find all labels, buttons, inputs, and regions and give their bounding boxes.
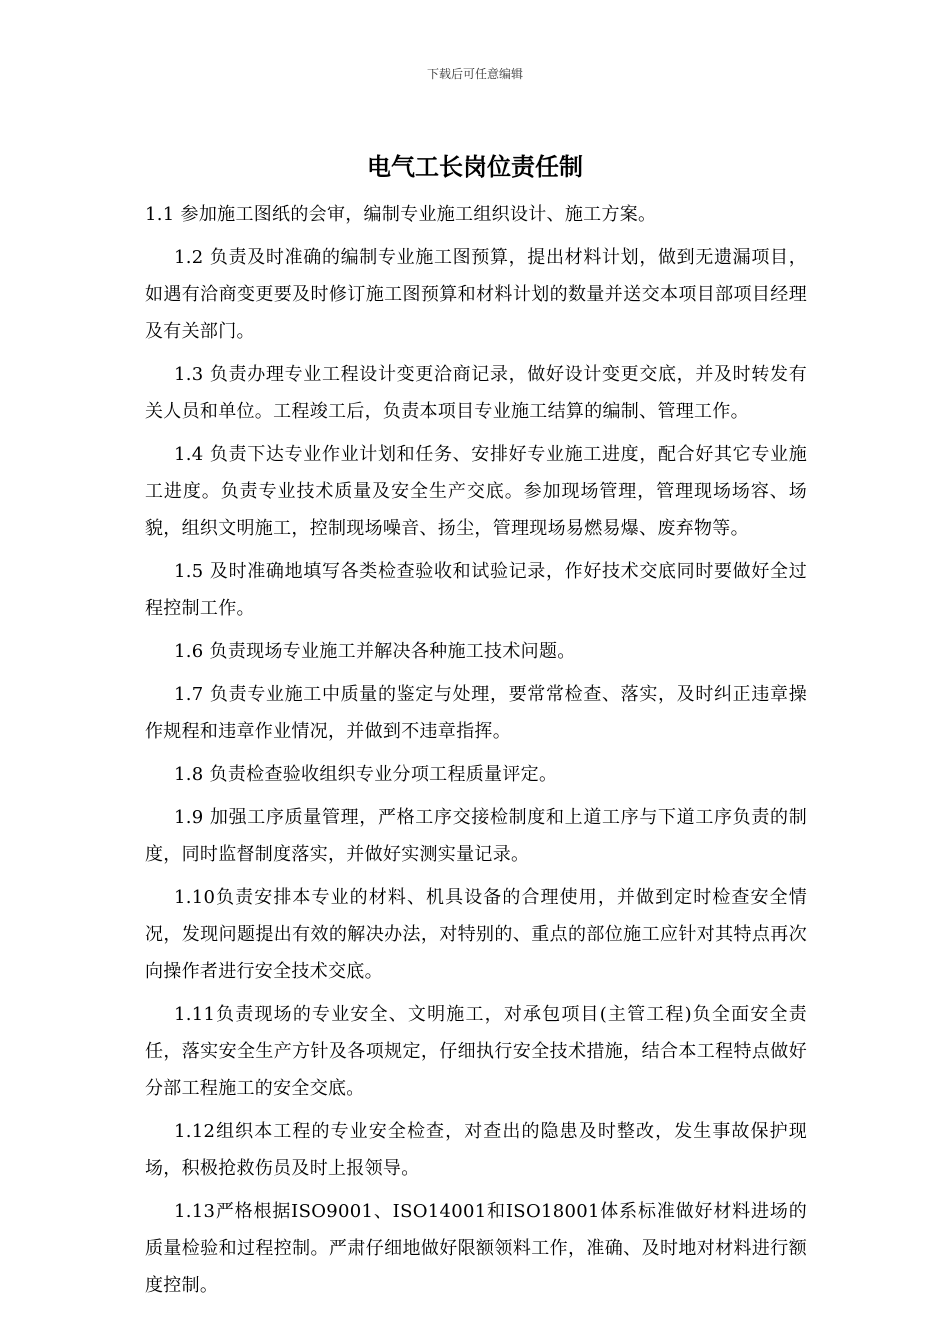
document-body <box>145 196 807 1310</box>
clause-1-12: 1.12组织本工程的专业安全检查，对查出的隐患及时整改，发生事故保护现场，积极抢救伤员及时上报领导。 <box>145 1121 807 1179</box>
clause-1-10: 1.10负责安排本专业的材料、机具设备的合理使用，并做到定时检查安全情况，发现问题提出有效的解决办法，对特别的、重点的部位施工应针对其特点再次向操作者进行安全技术交底。 <box>145 887 807 982</box>
clause-1-7: 1.7 负责专业施工中质量的鉴定与处理，要常常检查、落实，及时纠正违章操作规程和违章作业情况，并做到不违章指挥。 <box>145 684 807 742</box>
clause-1-3: 1.3 负责办理专业工程设计变更洽商记录，做好设计变更交底，并及时转发有关人员和单位。工程竣工后，负责本项目专业施工结算的编制、管理工作。 <box>145 364 807 422</box>
clause-1-1: 1.1 参加施工图纸的会审，编制专业施工组织设计、施工方案。 <box>145 204 657 225</box>
clause-1-8: 1.8 负责检查验收组织专业分项工程质量评定。 <box>174 764 558 785</box>
clause-1-11: 1.11负责现场的专业安全、文明施工，对承包项目(主管工程)负全面安全责任，落实安全生产方针及各项规定，仔细执行安全技术措施，结合本工程特点做好分部工程施工的安全交底。 <box>145 1004 807 1099</box>
clause-1-13: 1.13严格根据ISO9001、ISO14001和ISO18001体系标准做好材料进场的质量检验和过程控制。严肃仔细地做好限额领料工作，准确、及时地对材料进行额度控制。 <box>145 1201 807 1296</box>
document-title: 电气工长岗位责任制 <box>367 153 583 181</box>
clause-1-5: 1.5 及时准确地填写各类检查验收和试验记录，作好技术交底同时要做好全过程控制工作。 <box>145 561 807 619</box>
header-note: 下载后可任意编辑 <box>426 67 523 81</box>
clause-1-9: 1.9 加强工序质量管理，严格工序交接检制度和上道工序与下道工序负责的制度，同时监督制度落实，并做好实测实量记录。 <box>145 807 807 865</box>
clause-1-4: 1.4 负责下达专业作业计划和任务、安排好专业施工进度，配合好其它专业施工进度。负责专业技术质量及安全生产交底。参加现场管理，管理现场场容、场貌，组织文明施工，控制现场噪音、扬尘，管理现场易燃易爆、废弃物等。 <box>145 444 807 539</box>
clause-1-6: 1.6 负责现场专业施工并解决各种施工技术问题。 <box>174 641 576 662</box>
clause-1-2: 1.2 负责及时准确的编制专业施工图预算，提出材料计划，做到无遗漏项目，如遇有洽商变更要及时修订施工图预算和材料计划的数量并送交本项目部项目经理及有关部门。 <box>145 247 807 342</box>
